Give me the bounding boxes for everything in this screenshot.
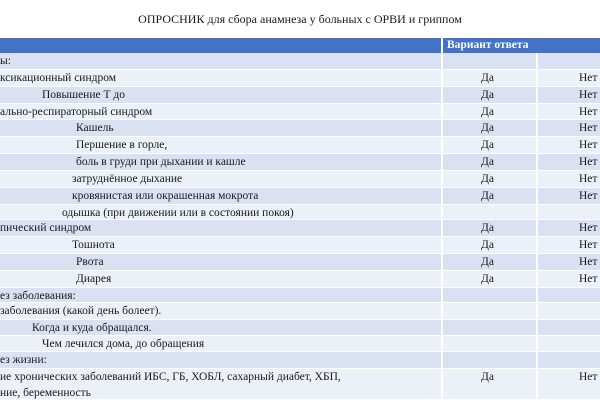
answer-yes: Да	[481, 139, 494, 151]
answer-no: Нет	[579, 106, 598, 118]
answer-no: Нет	[579, 89, 598, 101]
answer-yes: Да	[481, 89, 494, 101]
answer-column-header: Вариант ответа	[447, 39, 529, 51]
question-cell	[0, 188, 513, 204]
column-divider	[536, 303, 538, 320]
answer-yes: Да	[481, 106, 494, 118]
question-cell	[0, 171, 513, 187]
table-row	[0, 271, 600, 288]
answer-yes: Да	[481, 222, 494, 234]
question-text: заболевания (какой день болеет).	[0, 305, 162, 317]
column-divider	[536, 288, 538, 303]
answer-no: Нет	[579, 371, 598, 383]
column-divider	[441, 205, 443, 220]
document-title: ОПРОСНИК для сбора анамнеза у больных с ОРВИ и гриппом	[138, 12, 462, 26]
answer-no: Нет	[579, 139, 598, 151]
question-text: затруднённое дыхание	[72, 173, 183, 185]
column-divider	[441, 369, 443, 400]
table-row	[0, 369, 600, 400]
question-text: Повышение Т до	[42, 89, 125, 101]
column-divider	[441, 303, 443, 320]
answer-no: Нет	[579, 173, 598, 185]
question-text: боль в груди при дыхании и кашле	[76, 156, 246, 168]
column-divider	[441, 87, 443, 104]
column-divider	[441, 53, 443, 70]
question-text: ксикационный синдром	[0, 72, 117, 84]
answer-yes: Да	[481, 72, 494, 84]
column-divider	[441, 320, 443, 336]
table-row	[0, 288, 600, 303]
table-header	[0, 38, 600, 53]
column-divider	[536, 320, 538, 336]
column-divider	[536, 205, 538, 220]
question-text: пический синдром	[0, 222, 92, 234]
column-divider	[536, 188, 538, 205]
table-row	[0, 237, 600, 254]
table-row	[0, 120, 600, 137]
question-text: Когда и куда обращался.	[32, 322, 152, 334]
question-text: ез жизни:	[0, 354, 47, 366]
column-divider	[441, 154, 443, 171]
question-text: ие хронических заболеваний ИБС, ГБ, ХОБЛ, сахарный диабет, ХБП,	[0, 371, 341, 383]
question-cell	[0, 369, 441, 400]
question-text: Кашель	[76, 122, 114, 134]
column-divider	[441, 271, 443, 288]
question-cell	[0, 303, 441, 319]
column-divider	[536, 171, 538, 188]
answer-yes: Да	[481, 122, 494, 134]
question-cell	[0, 104, 441, 120]
answer-yes: Да	[481, 239, 494, 251]
answer-yes: Да	[481, 273, 494, 285]
column-divider	[536, 271, 538, 288]
column-divider	[536, 154, 538, 171]
column-divider	[441, 288, 443, 303]
column-divider	[441, 70, 443, 87]
column-divider	[536, 70, 538, 87]
table-row	[0, 336, 600, 352]
table-row	[0, 254, 600, 271]
column-divider	[441, 171, 443, 188]
column-divider	[441, 254, 443, 271]
question-cell	[0, 271, 517, 287]
table-row	[0, 70, 600, 87]
column-divider	[536, 237, 538, 254]
table-row	[0, 137, 600, 154]
column-divider	[536, 369, 538, 400]
question-cell	[0, 320, 473, 336]
question-cell	[0, 53, 441, 69]
question-text: одышка (при движении или в состоянии покоя)	[62, 207, 294, 219]
answer-yes: Да	[481, 173, 494, 185]
column-divider	[441, 220, 443, 237]
column-divider	[441, 336, 443, 352]
answer-yes: Да	[481, 256, 494, 268]
column-divider	[536, 254, 538, 271]
table-row	[0, 171, 600, 188]
question-text: Диарея	[76, 273, 112, 285]
question-text: Чем лечился дома, до обращения	[42, 338, 205, 350]
column-divider	[536, 104, 538, 120]
header-divider	[441, 38, 443, 53]
table-row	[0, 303, 600, 320]
table-row	[0, 220, 600, 237]
answer-no: Нет	[579, 122, 598, 134]
answer-no: Нет	[579, 72, 598, 84]
question-cell	[0, 220, 441, 236]
table-row	[0, 320, 600, 336]
question-cell	[0, 120, 517, 136]
question-cell	[0, 137, 517, 153]
answer-no: Нет	[579, 273, 598, 285]
question-cell	[0, 336, 483, 352]
question-text: Тошнота	[72, 239, 115, 251]
column-divider	[536, 220, 538, 237]
column-divider	[536, 352, 538, 369]
column-divider	[441, 137, 443, 154]
table-row	[0, 205, 600, 220]
table-row	[0, 104, 600, 120]
column-divider	[536, 120, 538, 137]
question-cell	[0, 154, 517, 170]
question-text: ы:	[0, 55, 11, 67]
answer-no: Нет	[579, 256, 598, 268]
answer-yes: Да	[481, 156, 494, 168]
questionnaire-table	[0, 38, 600, 400]
column-divider	[441, 104, 443, 120]
question-cell	[0, 70, 441, 86]
question-text: Рвота	[76, 256, 104, 268]
question-text: кровянистая или окрашенная мокрота	[72, 190, 259, 202]
question-cell	[0, 237, 513, 253]
column-divider	[441, 352, 443, 369]
column-divider	[441, 188, 443, 205]
table-row	[0, 352, 600, 369]
column-divider	[536, 137, 538, 154]
column-divider	[441, 120, 443, 137]
table-row	[0, 53, 600, 70]
answer-yes: Да	[481, 190, 494, 202]
answer-no: Нет	[579, 222, 598, 234]
column-divider	[536, 336, 538, 352]
question-cell	[0, 87, 483, 103]
question-cell	[0, 352, 441, 368]
question-text-continued: ние, беременность	[0, 387, 91, 399]
column-divider	[441, 237, 443, 254]
question-text: ально-респираторный синдром	[0, 106, 153, 118]
question-text: Першение в горле,	[76, 139, 168, 151]
table-row	[0, 188, 600, 205]
question-cell	[0, 254, 517, 270]
answer-no: Нет	[579, 190, 598, 202]
answer-no: Нет	[579, 156, 598, 168]
answer-no: Нет	[579, 239, 598, 251]
table-row	[0, 87, 600, 104]
question-text: ез заболевания:	[0, 290, 76, 302]
table-row	[0, 154, 600, 171]
answer-yes: Да	[481, 371, 494, 383]
column-divider	[536, 87, 538, 104]
column-divider	[536, 53, 538, 70]
